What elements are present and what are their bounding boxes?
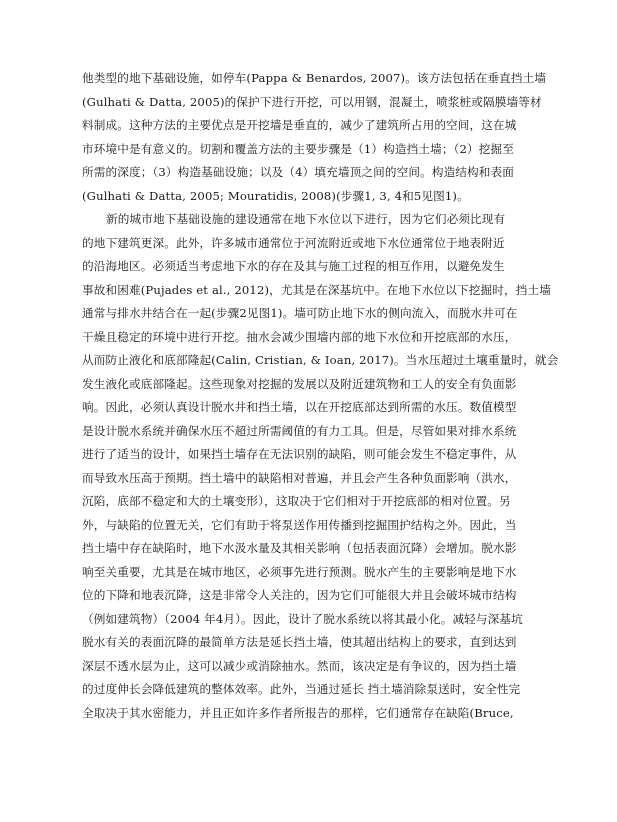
- text-line: 所需的深度；（3）构造基础设施；以及（4）填充墙顶之间的空间。构造结构和表面: [82, 165, 515, 179]
- text-line: 市环境中是有意义的。切割和覆盖方法的主要步骤是（1）构造挡土墙；（2）挖掘至: [82, 141, 515, 156]
- text-line: 干燥且稳定的环境中进行开挖。抽水会减少围墙内部的地下水位和开挖底部的水压，: [82, 329, 517, 344]
- text-line: 脱水有关的表面沉降的最简单方法是延长挡土墙，使其超出结构上的要求，直到达到: [82, 635, 517, 649]
- text-line: （例如建筑物）（2004 年4月）。因此，设计了脱水系统以将其最小化。减轻与深基坑: [82, 611, 523, 626]
- text-line: 外，与缺陷的位置无关，它们有助于将泵送作用传播到挖掘围护结构之外。因此，当: [82, 517, 517, 532]
- text-line: 全取决于其水密能力，并且正如许多作者所报告的那样，它们通常存在缺陷(Bruce,: [82, 705, 514, 720]
- text-line: 的沿海地区。必须适当考虑地下水的存在及其与施工过程的相互作用，以避免发生: [82, 259, 505, 273]
- text-line: 的过度伸长会降低建筑的整体效率。此外，当通过延长 挡土墙消除泵送时，安全性完: [82, 682, 521, 696]
- body-text: [82, 67, 559, 725]
- text-line: (Gulhati & Datta, 2005)的保护下进行开挖，可以用钢，混凝土，喷浆桩或隔膜墙等材: [82, 94, 542, 109]
- text-line: 的地下建筑更深。此外，许多城市通常位于河流附近或地下水位通常位于地表附近: [82, 235, 505, 250]
- text-line: 料制成。这种方法的主要优点是开挖墙是垂直的，减少了建筑所占用的空间，这在城: [82, 118, 517, 132]
- text-line: 响。因此，必须认真设计脱水井和挡土墙，以在开挖底部达到所需的水压。数值模型: [82, 400, 517, 414]
- text-line: 发生液化或底部隆起。这些现象对挖掘的发展以及附近建筑物和工人的安全有负面影: [82, 376, 517, 391]
- text-line: 响至关重要，尤其是在城市地区，必须事先进行预测。脱水产生的主要影响是地下水: [82, 564, 517, 579]
- text-line: 通常与排水井结合在一起(步骤2见图1)。墙可防止地下水的侧向流入，而脱水井可在: [82, 306, 518, 320]
- text-line: 事故和困难(Pujades et al., 2012)，尤其是在深基坑中。在地下水位以下挖掘时，挡土墙: [82, 282, 551, 297]
- text-line: 挡土墙中存在缺陷时，地下水汲水量及其相关影响（包括表面沉降）会增加。脱水影: [82, 541, 517, 555]
- text-line: (Gulhati & Datta, 2005; Mouratidis, 2008)(步骤1, 3, 4和5见图1)。: [82, 188, 469, 203]
- text-line: 而导致水压高于预期。挡土墙中的缺陷相对普遍，并且会产生各种负面影响（洪水，: [82, 470, 517, 485]
- text-line: 深层不透水层为止，这可以减少或消除抽水。然而，该决定是有争议的，因为挡土墙: [82, 658, 517, 673]
- text-line: 沉陷，底部不稳定和大的土壤变形），这取决于它们相对于开挖底部的相对位置。另: [82, 494, 511, 508]
- paragraph-first-line: 新的城市地下基础设施的建设通常在地下水位以下进行，因为它们必须比现有: [106, 212, 506, 226]
- text-line: 进行了适当的设计，如果挡土墙存在无法识别的缺陷，则可能会发生不稳定事件，从: [82, 447, 517, 461]
- text-line: 位的下降和地表沉降，这是非常令人关注的，因为它们可能很大并且会破坏城市结构: [82, 588, 517, 602]
- text-line: 是设计脱水系统并确保水压不超过所需阈值的有力工具。但是，尽管如果对排水系统: [82, 423, 517, 438]
- text-line: 他类型的地下基础设施，如停车(Pappa & Benardos, 2007)。该方法包括在垂直挡土墙: [82, 71, 547, 85]
- text-line: 从而防止液化和底部隆起(Calin, Cristian, & Ioan, 2017)。当水压超过土壤重量时，就会: [82, 353, 559, 367]
